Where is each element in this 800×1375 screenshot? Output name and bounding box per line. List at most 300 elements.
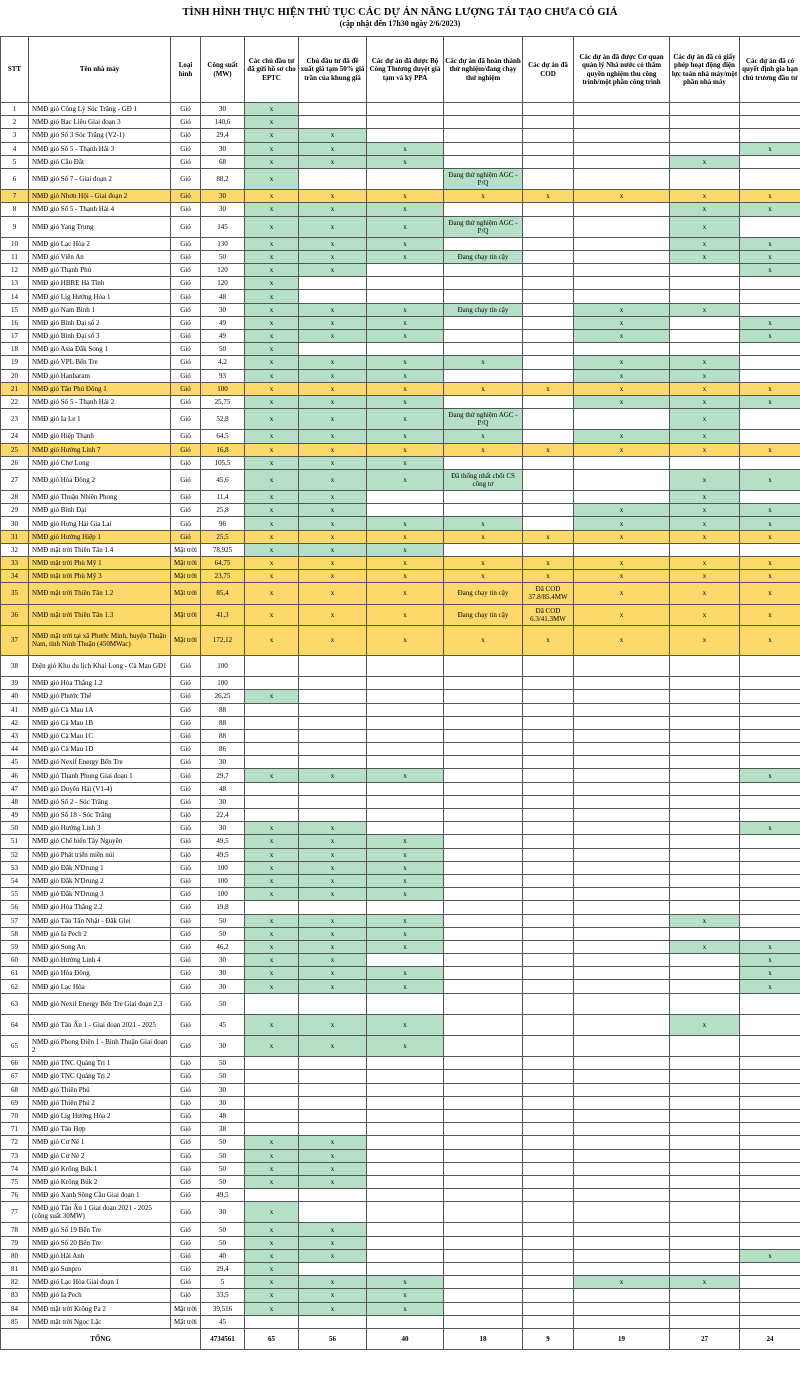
table-cell: x <box>367 330 444 343</box>
table-cell: 100 <box>201 677 245 690</box>
table-cell <box>444 1036 523 1057</box>
table-cell <box>444 1236 523 1249</box>
table-cell: x <box>444 382 523 395</box>
table-cell: x <box>299 216 367 237</box>
table-cell <box>574 1070 670 1083</box>
table-cell <box>670 168 740 189</box>
table-cell: NMĐ gió VPL Bến Tre <box>29 356 171 369</box>
table-cell <box>367 129 444 142</box>
table-cell: x <box>245 835 299 848</box>
table-row <box>1 116 800 129</box>
table-cell <box>670 343 740 356</box>
table-cell <box>245 1057 299 1070</box>
table-cell: x <box>245 303 299 316</box>
table-cell <box>574 743 670 756</box>
table-row <box>1 395 800 408</box>
table-cell: x <box>245 277 299 290</box>
table-cell <box>299 809 367 822</box>
table-cell: x <box>299 409 367 430</box>
table-cell: NMĐ gió Bạc Liêu Giai đoạn 3 <box>29 116 171 129</box>
table-cell <box>670 1096 740 1109</box>
table-cell: x <box>367 142 444 155</box>
table-cell: x <box>299 1236 367 1249</box>
table-cell: 37 <box>1 625 29 655</box>
table-row <box>1 1083 800 1096</box>
table-cell <box>740 1189 800 1202</box>
table-row <box>1 504 800 517</box>
table-cell: 45,6 <box>201 469 245 490</box>
table-cell: x <box>740 625 800 655</box>
table-cell <box>367 1083 444 1096</box>
table-cell <box>740 703 800 716</box>
table-row <box>1 343 800 356</box>
table-row <box>1 729 800 742</box>
table-cell: 3 <box>1 129 29 142</box>
table-cell <box>523 1070 574 1083</box>
table-cell <box>523 356 574 369</box>
table-cell: x <box>367 430 444 443</box>
table-cell <box>574 1036 670 1057</box>
table-cell: x <box>574 570 670 583</box>
table-cell: Gió <box>171 1249 201 1262</box>
table-cell <box>740 1289 800 1302</box>
table-cell: x <box>245 290 299 303</box>
table-cell <box>670 103 740 116</box>
table-cell: 50 <box>201 1236 245 1249</box>
table-cell: NMĐ gió Yang Trung <box>29 216 171 237</box>
table-cell: 50 <box>201 927 245 940</box>
table-cell: Gió <box>171 1276 201 1289</box>
table-cell: 25,8 <box>201 504 245 517</box>
table-cell <box>444 237 523 250</box>
table-cell: x <box>245 369 299 382</box>
table-cell: 26 <box>1 456 29 469</box>
table-cell: NMĐ gió Bình Đại <box>29 504 171 517</box>
table-cell <box>444 1223 523 1236</box>
table-cell <box>740 677 800 690</box>
table-cell <box>245 782 299 795</box>
table-cell: x <box>367 914 444 927</box>
table-cell <box>523 743 574 756</box>
table-cell: NMĐ gió Thiên Phú <box>29 1083 171 1096</box>
table-cell <box>367 729 444 742</box>
table-cell: 80 <box>1 1249 29 1262</box>
table-cell: 85,4 <box>201 583 245 604</box>
table-cell <box>299 1096 367 1109</box>
table-cell: Gió <box>171 129 201 142</box>
table-cell: x <box>670 604 740 625</box>
table-cell <box>444 690 523 703</box>
table-cell <box>367 743 444 756</box>
table-cell: Gió <box>171 203 201 216</box>
table-cell <box>444 1302 523 1315</box>
table-cell: x <box>670 203 740 216</box>
table-cell <box>444 1249 523 1262</box>
table-cell: 30 <box>201 190 245 203</box>
table-cell: x <box>670 1014 740 1035</box>
table-cell: 49 <box>201 330 245 343</box>
table-cell: 76 <box>1 1189 29 1202</box>
table-cell <box>367 690 444 703</box>
table-row <box>1 203 800 216</box>
table-cell <box>740 1223 800 1236</box>
table-cell <box>367 703 444 716</box>
table-cell: x <box>245 625 299 655</box>
table-cell <box>367 1315 444 1328</box>
table-cell: NMĐ gió Krông Búk 2 <box>29 1175 171 1188</box>
table-row <box>1 1236 800 1249</box>
table-cell <box>740 491 800 504</box>
table-row <box>1 625 800 655</box>
table-cell: x <box>574 356 670 369</box>
table-cell <box>574 1236 670 1249</box>
table-cell <box>670 655 740 676</box>
table-cell: Gió <box>171 901 201 914</box>
table-cell: 50 <box>201 1149 245 1162</box>
table-cell <box>523 954 574 967</box>
table-cell: 30 <box>201 103 245 116</box>
table-row <box>1 443 800 456</box>
table-cell: 54 <box>1 874 29 887</box>
table-cell: Gió <box>171 914 201 927</box>
table-cell <box>523 1223 574 1236</box>
table-cell: Gió <box>171 1202 201 1223</box>
table-cell <box>367 1223 444 1236</box>
table-cell: x <box>740 330 800 343</box>
table-cell <box>367 1175 444 1188</box>
table-cell <box>245 756 299 769</box>
table-cell <box>523 822 574 835</box>
table-cell: Gió <box>171 469 201 490</box>
total-cell: 9 <box>523 1328 574 1349</box>
table-cell <box>245 655 299 676</box>
table-cell <box>574 954 670 967</box>
table-row <box>1 1302 800 1315</box>
table-cell: 41 <box>1 703 29 716</box>
table-cell <box>740 795 800 808</box>
table-cell <box>740 129 800 142</box>
table-cell: x <box>574 303 670 316</box>
table-cell <box>367 290 444 303</box>
table-cell: Gió <box>171 343 201 356</box>
table-cell <box>740 655 800 676</box>
table-cell <box>523 103 574 116</box>
table-cell: x <box>367 625 444 655</box>
table-cell: 50 <box>201 250 245 263</box>
table-cell <box>523 168 574 189</box>
table-cell: x <box>740 583 800 604</box>
table-cell: x <box>245 116 299 129</box>
table-cell: x <box>299 264 367 277</box>
column-header: STT <box>1 37 29 103</box>
table-row <box>1 264 800 277</box>
table-row <box>1 980 800 993</box>
table-cell: x <box>245 129 299 142</box>
table-cell <box>670 1189 740 1202</box>
table-cell <box>574 343 670 356</box>
table-cell <box>367 954 444 967</box>
table-cell: x <box>299 980 367 993</box>
table-cell: x <box>245 382 299 395</box>
table-cell <box>740 116 800 129</box>
table-cell: 56 <box>1 901 29 914</box>
table-cell: 86 <box>201 743 245 756</box>
table-cell <box>670 743 740 756</box>
table-cell: 57 <box>1 914 29 927</box>
table-cell: x <box>367 237 444 250</box>
table-cell <box>574 1014 670 1035</box>
table-cell <box>245 809 299 822</box>
table-cell: x <box>523 443 574 456</box>
table-cell <box>670 1302 740 1315</box>
table-cell: 48 <box>201 290 245 303</box>
table-cell: x <box>367 583 444 604</box>
table-cell: NMĐ gió Số 19 Bến Tre <box>29 1223 171 1236</box>
table-row <box>1 874 800 887</box>
table-cell: x <box>740 570 800 583</box>
table-cell <box>523 677 574 690</box>
table-cell: Gió <box>171 530 201 543</box>
table-cell: 88 <box>201 703 245 716</box>
total-cell: 19 <box>574 1328 670 1349</box>
table-cell: x <box>670 303 740 316</box>
table-cell <box>444 993 523 1014</box>
table-cell: Đang chạy tin cậy <box>444 583 523 604</box>
table-cell <box>670 703 740 716</box>
table-cell: 78,925 <box>201 543 245 556</box>
table-cell <box>523 756 574 769</box>
table-cell <box>444 203 523 216</box>
table-row <box>1 1249 800 1262</box>
table-cell: NMĐ gió Tân Phú Đông 1 <box>29 382 171 395</box>
table-cell: 49 <box>1 809 29 822</box>
table-row <box>1 1189 800 1202</box>
table-cell: Gió <box>171 1189 201 1202</box>
table-cell: Gió <box>171 655 201 676</box>
table-cell <box>574 1149 670 1162</box>
table-cell: NMĐ gió Số 3 Sóc Trăng (V2-1) <box>29 129 171 142</box>
table-cell: Gió <box>171 967 201 980</box>
table-cell <box>670 543 740 556</box>
table-cell <box>740 277 800 290</box>
table-cell: x <box>740 940 800 953</box>
table-cell: Gió <box>171 1109 201 1122</box>
table-cell: Gió <box>171 1149 201 1162</box>
table-cell <box>740 901 800 914</box>
table-cell: x <box>299 430 367 443</box>
table-cell: x <box>444 570 523 583</box>
table-cell <box>670 822 740 835</box>
table-cell: 50 <box>1 822 29 835</box>
table-cell: 84 <box>1 1302 29 1315</box>
table-cell: x <box>670 216 740 237</box>
table-cell: x <box>740 769 800 782</box>
table-cell: NMĐ gió Cầu Đất <box>29 155 171 168</box>
table-cell <box>523 1249 574 1262</box>
table-cell <box>444 343 523 356</box>
table-cell: NMĐ mặt trời tại xã Phước Minh, huyện Thuận Nam, tỉnh Ninh Thuận (450MWac) <box>29 625 171 655</box>
column-header: Các dự án đã được Cơ quan quản lý Nhà nước có thẩm quyền nghiệm thu công trình/một phần công trình <box>574 37 670 103</box>
table-cell <box>523 716 574 729</box>
table-row <box>1 848 800 861</box>
table-cell <box>574 795 670 808</box>
table-row <box>1 168 800 189</box>
table-cell: x <box>299 517 367 530</box>
table-cell <box>574 677 670 690</box>
table-cell: 64,5 <box>201 430 245 443</box>
table-cell: x <box>245 1276 299 1289</box>
table-cell: x <box>670 395 740 408</box>
table-cell <box>574 469 670 490</box>
column-header: Loại hình <box>171 37 201 103</box>
table-cell <box>670 848 740 861</box>
table-cell: Đang thử nghiệm AGC - P/Q <box>444 216 523 237</box>
table-cell: x <box>367 861 444 874</box>
table-cell <box>574 874 670 887</box>
table-cell: 41,3 <box>201 604 245 625</box>
table-cell <box>299 782 367 795</box>
total-label: TỔNG <box>1 1328 201 1349</box>
table-cell: x <box>245 874 299 887</box>
table-cell: 40 <box>1 690 29 703</box>
table-cell <box>670 980 740 993</box>
table-cell <box>444 1136 523 1149</box>
table-cell <box>245 703 299 716</box>
table-cell: 31 <box>1 530 29 543</box>
table-cell: 1 <box>1 103 29 116</box>
table-cell: x <box>367 250 444 263</box>
table-cell <box>299 1189 367 1202</box>
table-cell: NMĐ gió Ia Le 1 <box>29 409 171 430</box>
table-cell: 17 <box>1 330 29 343</box>
table-cell: x <box>574 1276 670 1289</box>
table-cell: x <box>670 190 740 203</box>
table-cell: x <box>299 861 367 874</box>
table-cell <box>670 277 740 290</box>
table-cell <box>523 1123 574 1136</box>
table-cell: 44 <box>1 743 29 756</box>
table-cell: x <box>245 517 299 530</box>
table-cell <box>740 1096 800 1109</box>
table-cell: x <box>740 517 800 530</box>
table-row <box>1 469 800 490</box>
table-cell <box>670 756 740 769</box>
table-row <box>1 1109 800 1122</box>
table-cell: NMĐ gió Phước Thể <box>29 690 171 703</box>
table-cell: x <box>299 530 367 543</box>
table-cell <box>574 980 670 993</box>
table-cell: Gió <box>171 1070 201 1083</box>
table-cell: x <box>245 1249 299 1262</box>
table-cell <box>444 914 523 927</box>
total-cell: 56 <box>299 1328 367 1349</box>
table-cell: x <box>299 190 367 203</box>
table-row <box>1 237 800 250</box>
table-cell: x <box>245 604 299 625</box>
table-cell: Gió <box>171 1162 201 1175</box>
table-cell <box>523 517 574 530</box>
table-cell: Gió <box>171 756 201 769</box>
table-cell <box>523 343 574 356</box>
table-cell: x <box>367 216 444 237</box>
table-cell <box>367 1109 444 1122</box>
table-cell <box>444 769 523 782</box>
table-cell: x <box>245 980 299 993</box>
table-cell <box>670 1202 740 1223</box>
table-cell: x <box>670 250 740 263</box>
table-cell: x <box>299 382 367 395</box>
table-cell: x <box>740 382 800 395</box>
table-cell: NMĐ gió Chơ Long <box>29 456 171 469</box>
table-cell: x <box>245 1263 299 1276</box>
table-cell <box>523 142 574 155</box>
table-cell <box>444 809 523 822</box>
table-cell <box>740 1109 800 1122</box>
table-cell: x <box>299 330 367 343</box>
table-cell <box>444 940 523 953</box>
table-row <box>1 530 800 543</box>
table-cell <box>444 655 523 676</box>
table-cell: x <box>444 430 523 443</box>
table-cell: 30 <box>201 1096 245 1109</box>
table-cell: Gió <box>171 822 201 835</box>
table-cell <box>740 1070 800 1083</box>
table-cell <box>367 901 444 914</box>
total-cell: 65 <box>245 1328 299 1349</box>
table-cell: NMĐ gió Chế biến Tây Nguyên <box>29 835 171 848</box>
table-cell: 74 <box>1 1162 29 1175</box>
table-cell: x <box>245 1149 299 1162</box>
table-cell <box>523 1236 574 1249</box>
table-cell <box>367 103 444 116</box>
table-cell: x <box>367 382 444 395</box>
table-cell <box>670 901 740 914</box>
table-cell: x <box>523 625 574 655</box>
table-cell: 7 <box>1 190 29 203</box>
table-cell <box>670 129 740 142</box>
table-cell <box>299 1109 367 1122</box>
table-cell: x <box>367 155 444 168</box>
table-cell <box>523 277 574 290</box>
total-row <box>1 1328 800 1349</box>
table-cell <box>444 1162 523 1175</box>
table-cell <box>670 874 740 887</box>
table-cell <box>740 716 800 729</box>
table-cell: x <box>299 1014 367 1035</box>
table-cell: x <box>740 395 800 408</box>
table-cell: x <box>670 570 740 583</box>
total-cell: 40 <box>367 1328 444 1349</box>
table-cell: x <box>299 604 367 625</box>
table-cell: x <box>245 1202 299 1223</box>
table-cell: Gió <box>171 769 201 782</box>
table-cell: 33 <box>1 557 29 570</box>
table-cell <box>299 743 367 756</box>
table-cell <box>523 203 574 216</box>
table-cell: Gió <box>171 716 201 729</box>
table-cell <box>367 1249 444 1262</box>
table-cell: 30 <box>201 795 245 808</box>
table-cell <box>574 1302 670 1315</box>
table-row <box>1 356 800 369</box>
table-cell: NMĐ gió TNC Quảng Trị 2 <box>29 1070 171 1083</box>
table-cell <box>245 1123 299 1136</box>
table-cell: x <box>444 517 523 530</box>
table-cell <box>523 927 574 940</box>
table-cell <box>670 1109 740 1122</box>
table-cell: NMĐ gió Tân Ân 1 - Giai đoạn 2021 - 2025 <box>29 1014 171 1035</box>
table-cell: 72 <box>1 1136 29 1149</box>
